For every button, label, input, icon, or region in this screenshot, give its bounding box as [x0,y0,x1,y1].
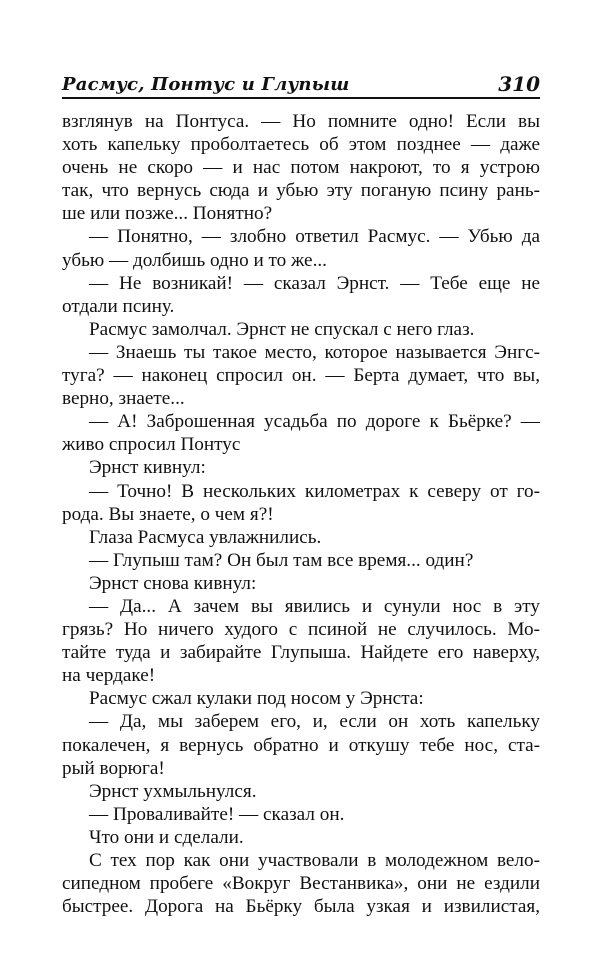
text-line: ше или позже... Понятно? [62,203,273,225]
text-line: сипедном пробеге «Вокруг Вестанвика», они не ездили [62,873,540,895]
running-title: Расмус, Понтус и Глупыш [62,74,350,95]
text-line: тайте туда и забирайте Глупыша. Найдете его наверху, [62,642,540,664]
text-line: покалечен, я вернусь обратно и откушу тебе нос, ста- [62,734,540,756]
header-rule [62,97,540,99]
text-line: — Знаешь ты такое место, которое называется Энгс- [89,341,540,363]
text-line: быстрее. Дорога на Бьёрку была узкая и извилистая, [62,896,540,918]
text-line: — Понятно, — злобно ответил Расмус. — Убью да [89,226,540,248]
text-line: так, что вернусь сюда и убью эту поганую псину рань- [62,180,540,202]
text-line: живо спросил Понтус [62,434,241,456]
text-line: рода. Вы знаете, о чем я?! [62,503,274,525]
text-line: Что они и сделали. [89,826,244,848]
text-line: очень не скоро — и нас потом накроют, то я устрою [62,157,540,179]
text-line: — Да... А зачем вы явились и сунули нос в эту [89,595,540,617]
text-line: — Точно! В нескольких километрах к северу от го- [89,480,540,502]
text-line: С тех пор как они участвовали в молодежном вело- [89,850,540,871]
text-line: хоть капельку проболтаетесь об этом позднее — даже [62,134,540,156]
body-text [62,110,540,918]
page-number: 310 [498,72,540,96]
text-line: Глаза Расмуса увлажнились. [89,526,322,548]
text-line: на чердаке! [62,665,156,687]
text-line: — А! Заброшенная усадьба по дороге к Бьёрке? — [89,411,540,433]
text-line: Расмус замолчал. Эрнст не спускал с него глаз. [89,318,475,340]
text-line: отдали псину. [62,295,175,317]
text-line: Эрнст ухмыльнулся. [89,780,257,802]
text-line: взглянув на Понтуса. — Но помните одно! Если вы [62,111,540,132]
text-line: убью — долбишь одно и то же... [62,249,327,271]
text-line: — Проваливайте! — сказал он. [89,803,345,825]
text-line: туга? — наконец спросил он. — Берта думает, что вы, [62,365,540,387]
running-header [62,70,540,100]
text-line: — Глупыш там? Он был там все время... один? [89,549,474,571]
text-line: Эрнст кивнул: [89,457,206,479]
text-line: грязь? Но ничего худого с псиной не случилось. Мо- [62,619,540,641]
text-line: рый ворюга! [62,757,165,779]
text-line: — Не возникай! — сказал Эрнст. — Тебе еще не [89,272,540,294]
text-line: верно, знаете... [62,388,185,410]
text-line: Расмус сжал кулаки под носом у Эрнста: [89,688,424,710]
text-line: Эрнст снова кивнул: [89,572,257,594]
text-line: — Да, мы заберем его, и, если он хоть капельку [89,711,540,733]
